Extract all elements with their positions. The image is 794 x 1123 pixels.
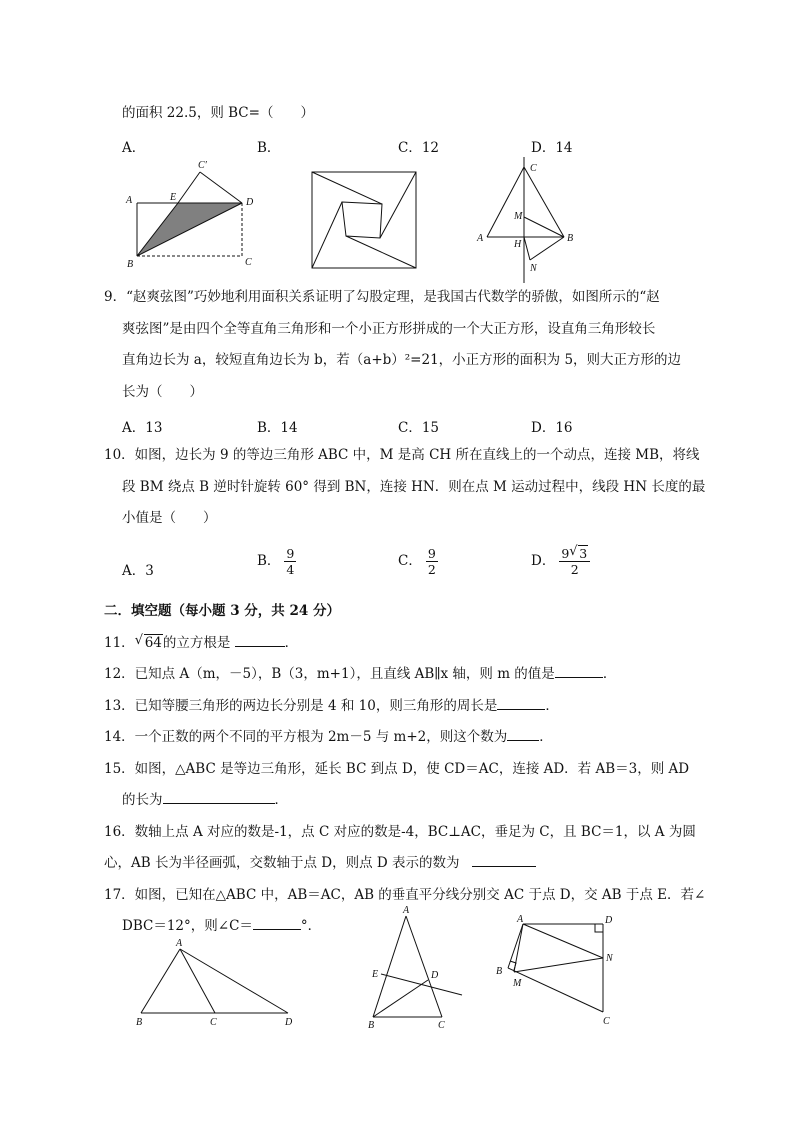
answer-blank[interactable] [507, 728, 539, 741]
numerator: 9 [427, 546, 436, 561]
label-b: B [136, 1017, 143, 1028]
q17-line-1: 17．如图，已知在△ABC 中，AB＝AC，AB 的垂直平分线分别交 AC 于点 D，交 AB 于点 E．若∠ [104, 887, 706, 903]
q17-end: °． [300, 918, 322, 934]
q17-text: DBC＝12°，则∠C＝ [122, 918, 253, 934]
q11-end: ． [284, 635, 299, 651]
q11 [104, 633, 298, 653]
q15-line-2 [122, 790, 288, 810]
q11-number: 11． [104, 635, 135, 651]
option-label: D． [531, 553, 556, 569]
label-a: A [517, 914, 524, 925]
answer-blank[interactable] [472, 854, 536, 867]
numerator [559, 546, 590, 562]
fraction [426, 546, 438, 577]
fraction [559, 546, 590, 577]
figure-tri-bisector [365, 904, 470, 1032]
q10-line-2: 段 BM 绕点 B 逆时针旋转 60° 得到 BN，连接 HN．则在点 M 运动过程中，线段 HN 长度的最 [122, 479, 706, 495]
label-d: D [605, 915, 613, 926]
label-c: C [438, 1020, 445, 1031]
label-c: C [603, 1016, 610, 1027]
q17-line-2 [122, 916, 321, 936]
label-c: C [210, 1017, 217, 1028]
coefficient: 9 [561, 546, 570, 561]
label-n: N [606, 953, 613, 964]
option-label: C． [398, 553, 422, 569]
q14-end: ． [539, 729, 553, 745]
q13 [104, 696, 559, 716]
answer-blank[interactable] [163, 791, 275, 804]
q10-option-a: A．3 [122, 563, 154, 579]
figure-rot-triangle [472, 155, 587, 285]
label-c-prime: C′ [198, 160, 207, 171]
radical-sign: √ [134, 633, 143, 648]
answer-blank[interactable] [235, 634, 285, 647]
label-n: N [530, 263, 537, 274]
q12-end: ． [602, 666, 617, 682]
q13-end: ． [545, 698, 559, 714]
q12 [104, 664, 616, 684]
q10-option-b [257, 546, 296, 577]
label-e: E [170, 192, 177, 203]
q10-option-c [398, 546, 438, 577]
figure-tri-extend [128, 935, 303, 1030]
label-c: C [530, 163, 537, 174]
figure-rect-fold [118, 155, 268, 270]
sqrt [135, 633, 163, 653]
q15-end: ． [274, 792, 288, 808]
radical-sign: √ [569, 544, 578, 559]
q10-line-3: 小值是（ ） [122, 510, 217, 526]
label-b: B [127, 259, 134, 270]
q9-line-2: 爽弦图”是由四个全等直角三角形和一个小正方形拼成的一个大正方形，设直角三角形较长 [122, 321, 656, 337]
q14 [104, 727, 553, 747]
label-e: E [372, 969, 379, 980]
label-m: M [514, 211, 523, 222]
q15-line-1: 15．如图，△ABC 是等边三角形，延长 BC 到点 D，使 CD＝AC，连接 AD．若 AB＝3，则 AD [104, 761, 690, 777]
q11-text: 的立方根是 [162, 635, 231, 651]
section-2-title: 二．填空题（每小题 3 分，共 24 分） [104, 603, 340, 619]
label-a: A [477, 233, 484, 244]
q9-line-1: 9．“赵爽弦图”巧妙地利用面积关系证明了勾股定理，是我国古代数学的骄傲，如图所示的“赵 [104, 289, 660, 305]
q8-option-c: C．12 [398, 140, 440, 156]
q9-line-3: 直角边长为 a，较短直角边长为 b，若（a+b）²=21，小正方形的面积为 5，则大正方形的边 [122, 352, 682, 368]
q12-text: 12．已知点 A（m，－5），B（3，m+1），且直线 AB∥x 轴，则 m 的值是 [104, 666, 555, 682]
answer-blank[interactable] [253, 917, 301, 930]
q8-option-a: A． [122, 140, 146, 156]
fraction [284, 546, 296, 577]
figure-zhao-shuang [310, 170, 420, 272]
label-a: A [403, 905, 410, 916]
label-d: D [431, 970, 439, 981]
q9-option-a: A．13 [122, 420, 163, 436]
radicand: 3 [579, 546, 588, 561]
numerator: 9 [286, 546, 295, 561]
q8-option-b: B． [257, 140, 281, 156]
q15-text: 的长为 [122, 792, 163, 808]
q16-text: 心，AB 长为半径画弧，交数轴于点 D，则点 D 表示的数为 [104, 855, 460, 871]
radicand: 64 [144, 635, 162, 651]
q8-option-d: D．14 [531, 140, 573, 156]
q10-line-1: 10．如图，边长为 9 的等边三角形 ABC 中，M 是高 CH 所在直线上的一个动点，连接 MB，将线 [104, 447, 700, 463]
label-d: D [246, 197, 254, 208]
q9-option-c: C．15 [398, 420, 440, 436]
label-b: B [496, 966, 503, 977]
option-label: B． [257, 553, 281, 569]
q14-text: 14．一个正数的两个不同的平方根为 2m－5 与 m+2，则这个数为 [104, 729, 508, 745]
q10-option-d [531, 546, 590, 577]
label-d: D [285, 1017, 293, 1028]
q16-line-2 [104, 853, 536, 873]
q13-text: 13．已知等腰三角形的两边长分别是 4 和 10，则三角形的周长是 [104, 698, 498, 714]
q9-option-b: B．14 [257, 420, 298, 436]
answer-blank[interactable] [555, 665, 603, 678]
denominator: 2 [570, 562, 579, 577]
q9-option-d: D．16 [531, 420, 573, 436]
label-c: C [245, 257, 252, 268]
label-a: A [126, 195, 133, 206]
denominator: 4 [286, 562, 295, 577]
label-b: B [368, 1020, 375, 1031]
answer-blank[interactable] [497, 697, 545, 710]
label-h: H [514, 239, 522, 250]
sqrt [569, 546, 588, 561]
denominator: 2 [427, 562, 436, 577]
label-b: B [567, 233, 574, 244]
label-a: A [176, 938, 183, 949]
q8-tail-text: 的面积 22.5，则 BC=（ ） [122, 105, 314, 121]
label-m: M [513, 978, 522, 989]
q16-line-1: 16．数轴上点 A 对应的数是-1，点 C 对应的数是-4，BC⊥AC，垂足为 C，且 BC＝1，以 A 为圆 [104, 824, 696, 840]
q9-line-4: 长为（ ） [122, 384, 203, 400]
figure-trapezoid [490, 910, 620, 1030]
